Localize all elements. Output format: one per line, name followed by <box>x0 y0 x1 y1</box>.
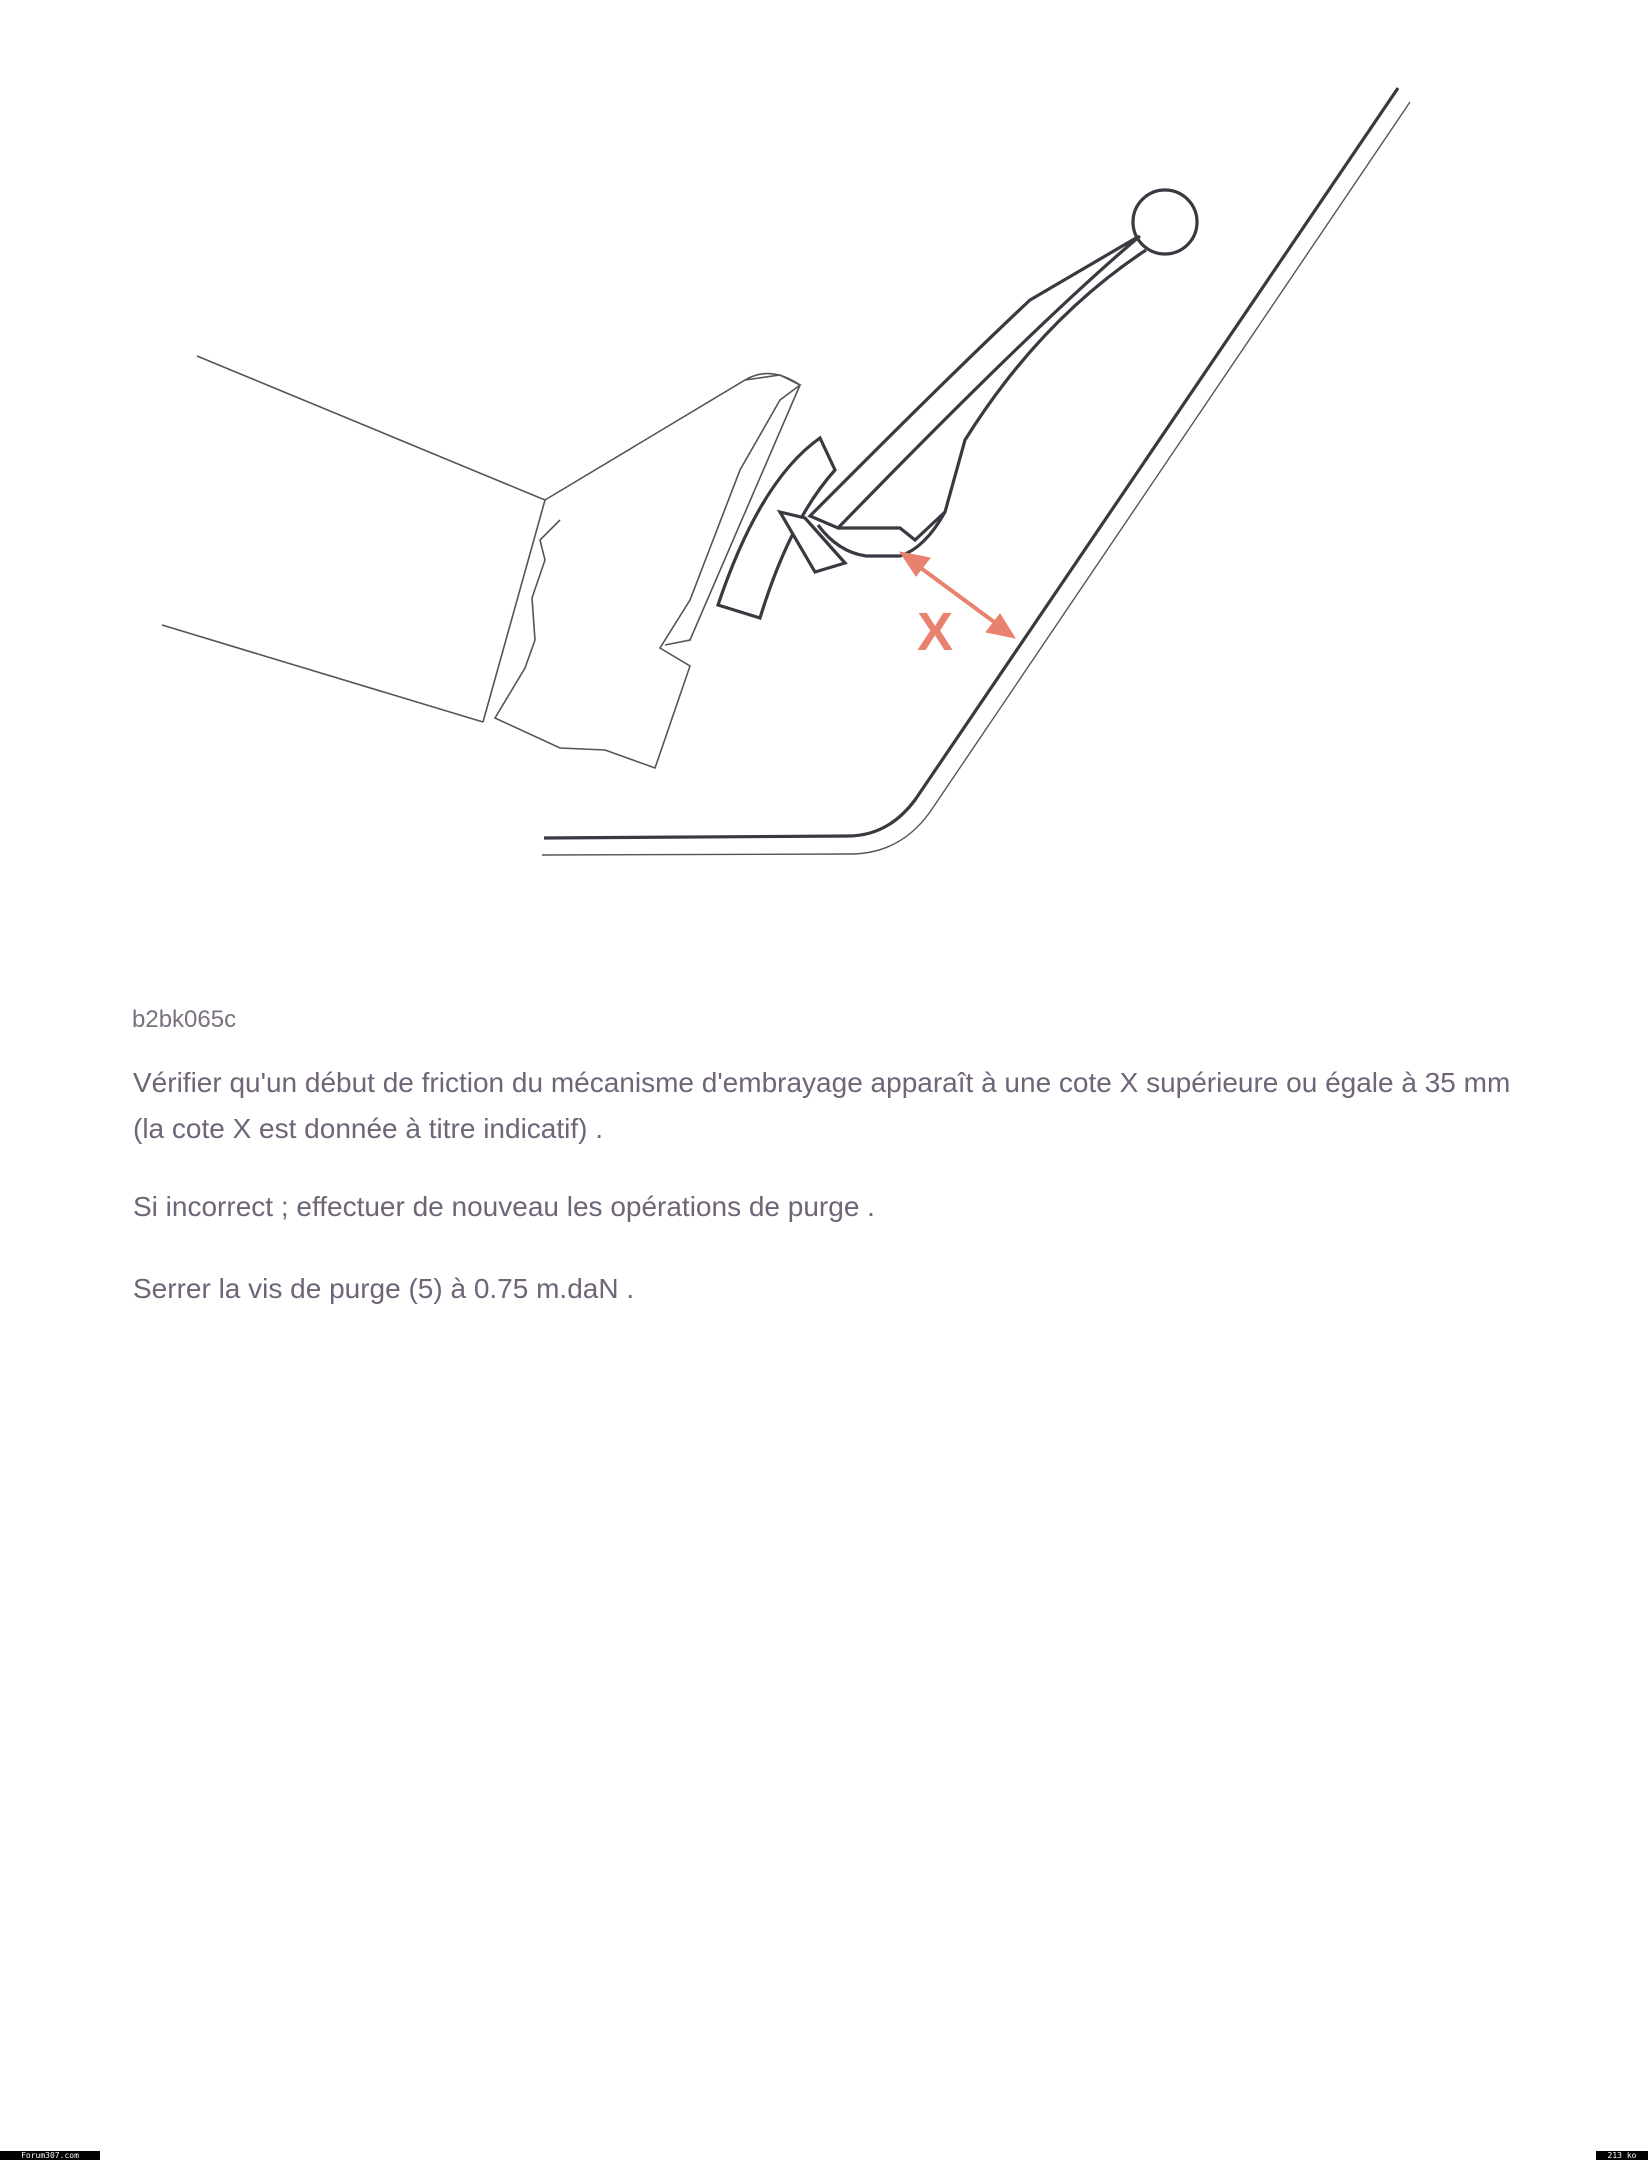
instruction-paragraph-3: Serrer la vis de purge (5) à 0.75 m.daN . <box>133 1273 635 1304</box>
clutch-pedal-diagram <box>0 0 1648 900</box>
figure-caption: b2bk065c <box>132 1006 237 1033</box>
pedal-pad <box>718 438 835 618</box>
pivot-circle <box>1133 190 1197 254</box>
pedal-arm <box>718 190 1197 618</box>
footer-site-label: Forum307.com <box>0 2151 100 2160</box>
foot-outline <box>162 356 800 768</box>
instruction-paragraph-1: Vérifier qu'un début de friction du mécanisme d'embrayage apparaît à une cote X supérieure ou égale à 35 mm (la cote X est donnée à titre indicatif) . <box>133 1067 1511 1144</box>
dimension-x-label: X <box>917 602 954 662</box>
instruction-paragraph-2: Si incorrect ; effectuer de nouveau les opérations de purge . <box>133 1191 875 1222</box>
floor-panel <box>542 88 1410 855</box>
footer-size-label: 213 ko <box>1596 2151 1648 2160</box>
